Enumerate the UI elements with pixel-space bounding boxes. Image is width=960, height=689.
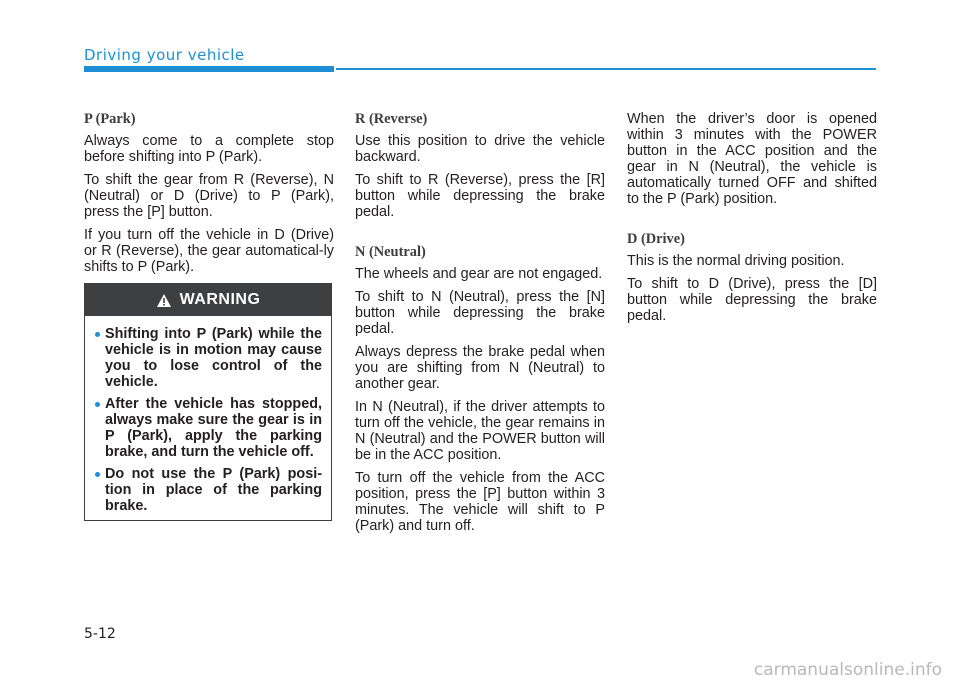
neutral-paragraph: To shift to N (Neutral), press the [N] button while depressing the brake pedal.: [355, 289, 605, 337]
warning-item: After the vehicle has stopped, always make sure the gear is in P (Park), apply the parking brake, and turn the vehicle off.: [105, 396, 322, 460]
neutral-paragraph: To turn off the vehicle from the ACC position, press the [P] button within 3 minutes. The vehicle will shift to P (Park) and turn off.: [355, 470, 605, 534]
warning-header: [85, 284, 331, 316]
park-paragraph: Always come to a complete stop before shifting into P (Park).: [84, 133, 334, 165]
reverse-paragraph: To shift to R (Reverse), press the [R] button while depressing the brake pedal.: [355, 172, 605, 220]
park-paragraph: If you turn off the vehicle in D (Drive) or R (Reverse), the gear automatical-ly shifts to P (Park).: [84, 227, 334, 275]
neutral-paragraph: The wheels and gear are not engaged.: [355, 266, 603, 282]
reverse-heading: R (Reverse): [355, 111, 428, 127]
warning-box: [84, 283, 332, 521]
page-number: 5-12: [84, 626, 116, 642]
warning-list: [85, 316, 331, 514]
warning-item: Do not use the P (Park) posi-tion in place of the parking brake.: [105, 466, 322, 514]
neutral-heading: N (Neutral): [355, 244, 426, 260]
section-title: Driving your vehicle: [84, 46, 245, 64]
warning-triangle-icon: [156, 293, 172, 308]
header-rule-thick: [84, 66, 334, 72]
neutral-paragraph: In N (Neutral), if the driver attempts to turn off the vehicle, the gear remains in N (Neutral) and the POWER button will be in the ACC position.: [355, 399, 605, 463]
neutral-paragraph: Always depress the brake pedal when you are shifting from N (Neutral) to another gear.: [355, 344, 605, 392]
column-right: [627, 111, 877, 331]
reverse-paragraph: Use this position to drive the vehicle backward.: [355, 133, 605, 165]
acc-door-paragraph: When the driver’s door is opened within 3 minutes with the POWER button in the ACC position and the gear in N (Neutral), the vehicle is automatically turned OFF and shifted to the P (Park) position.: [627, 111, 877, 207]
column-left: [84, 111, 334, 282]
park-paragraph: To shift the gear from R (Reverse), N (Neutral) or D (Drive) to P (Park), press the [P] button.: [84, 172, 334, 220]
watermark: carmanualsonline.info: [753, 660, 942, 680]
warning-title: WARNING: [179, 291, 261, 308]
drive-paragraph: To shift to D (Drive), press the [D] button while depressing the brake pedal.: [627, 276, 877, 324]
park-heading: P (Park): [84, 111, 136, 127]
column-middle: [355, 111, 605, 541]
warning-item: Shifting into P (Park) while the vehicle is in motion may cause you to lose control of the vehicle.: [105, 326, 322, 390]
drive-heading: D (Drive): [627, 231, 685, 247]
header-rule-thin: [336, 68, 876, 70]
drive-paragraph: This is the normal driving position.: [627, 253, 845, 269]
